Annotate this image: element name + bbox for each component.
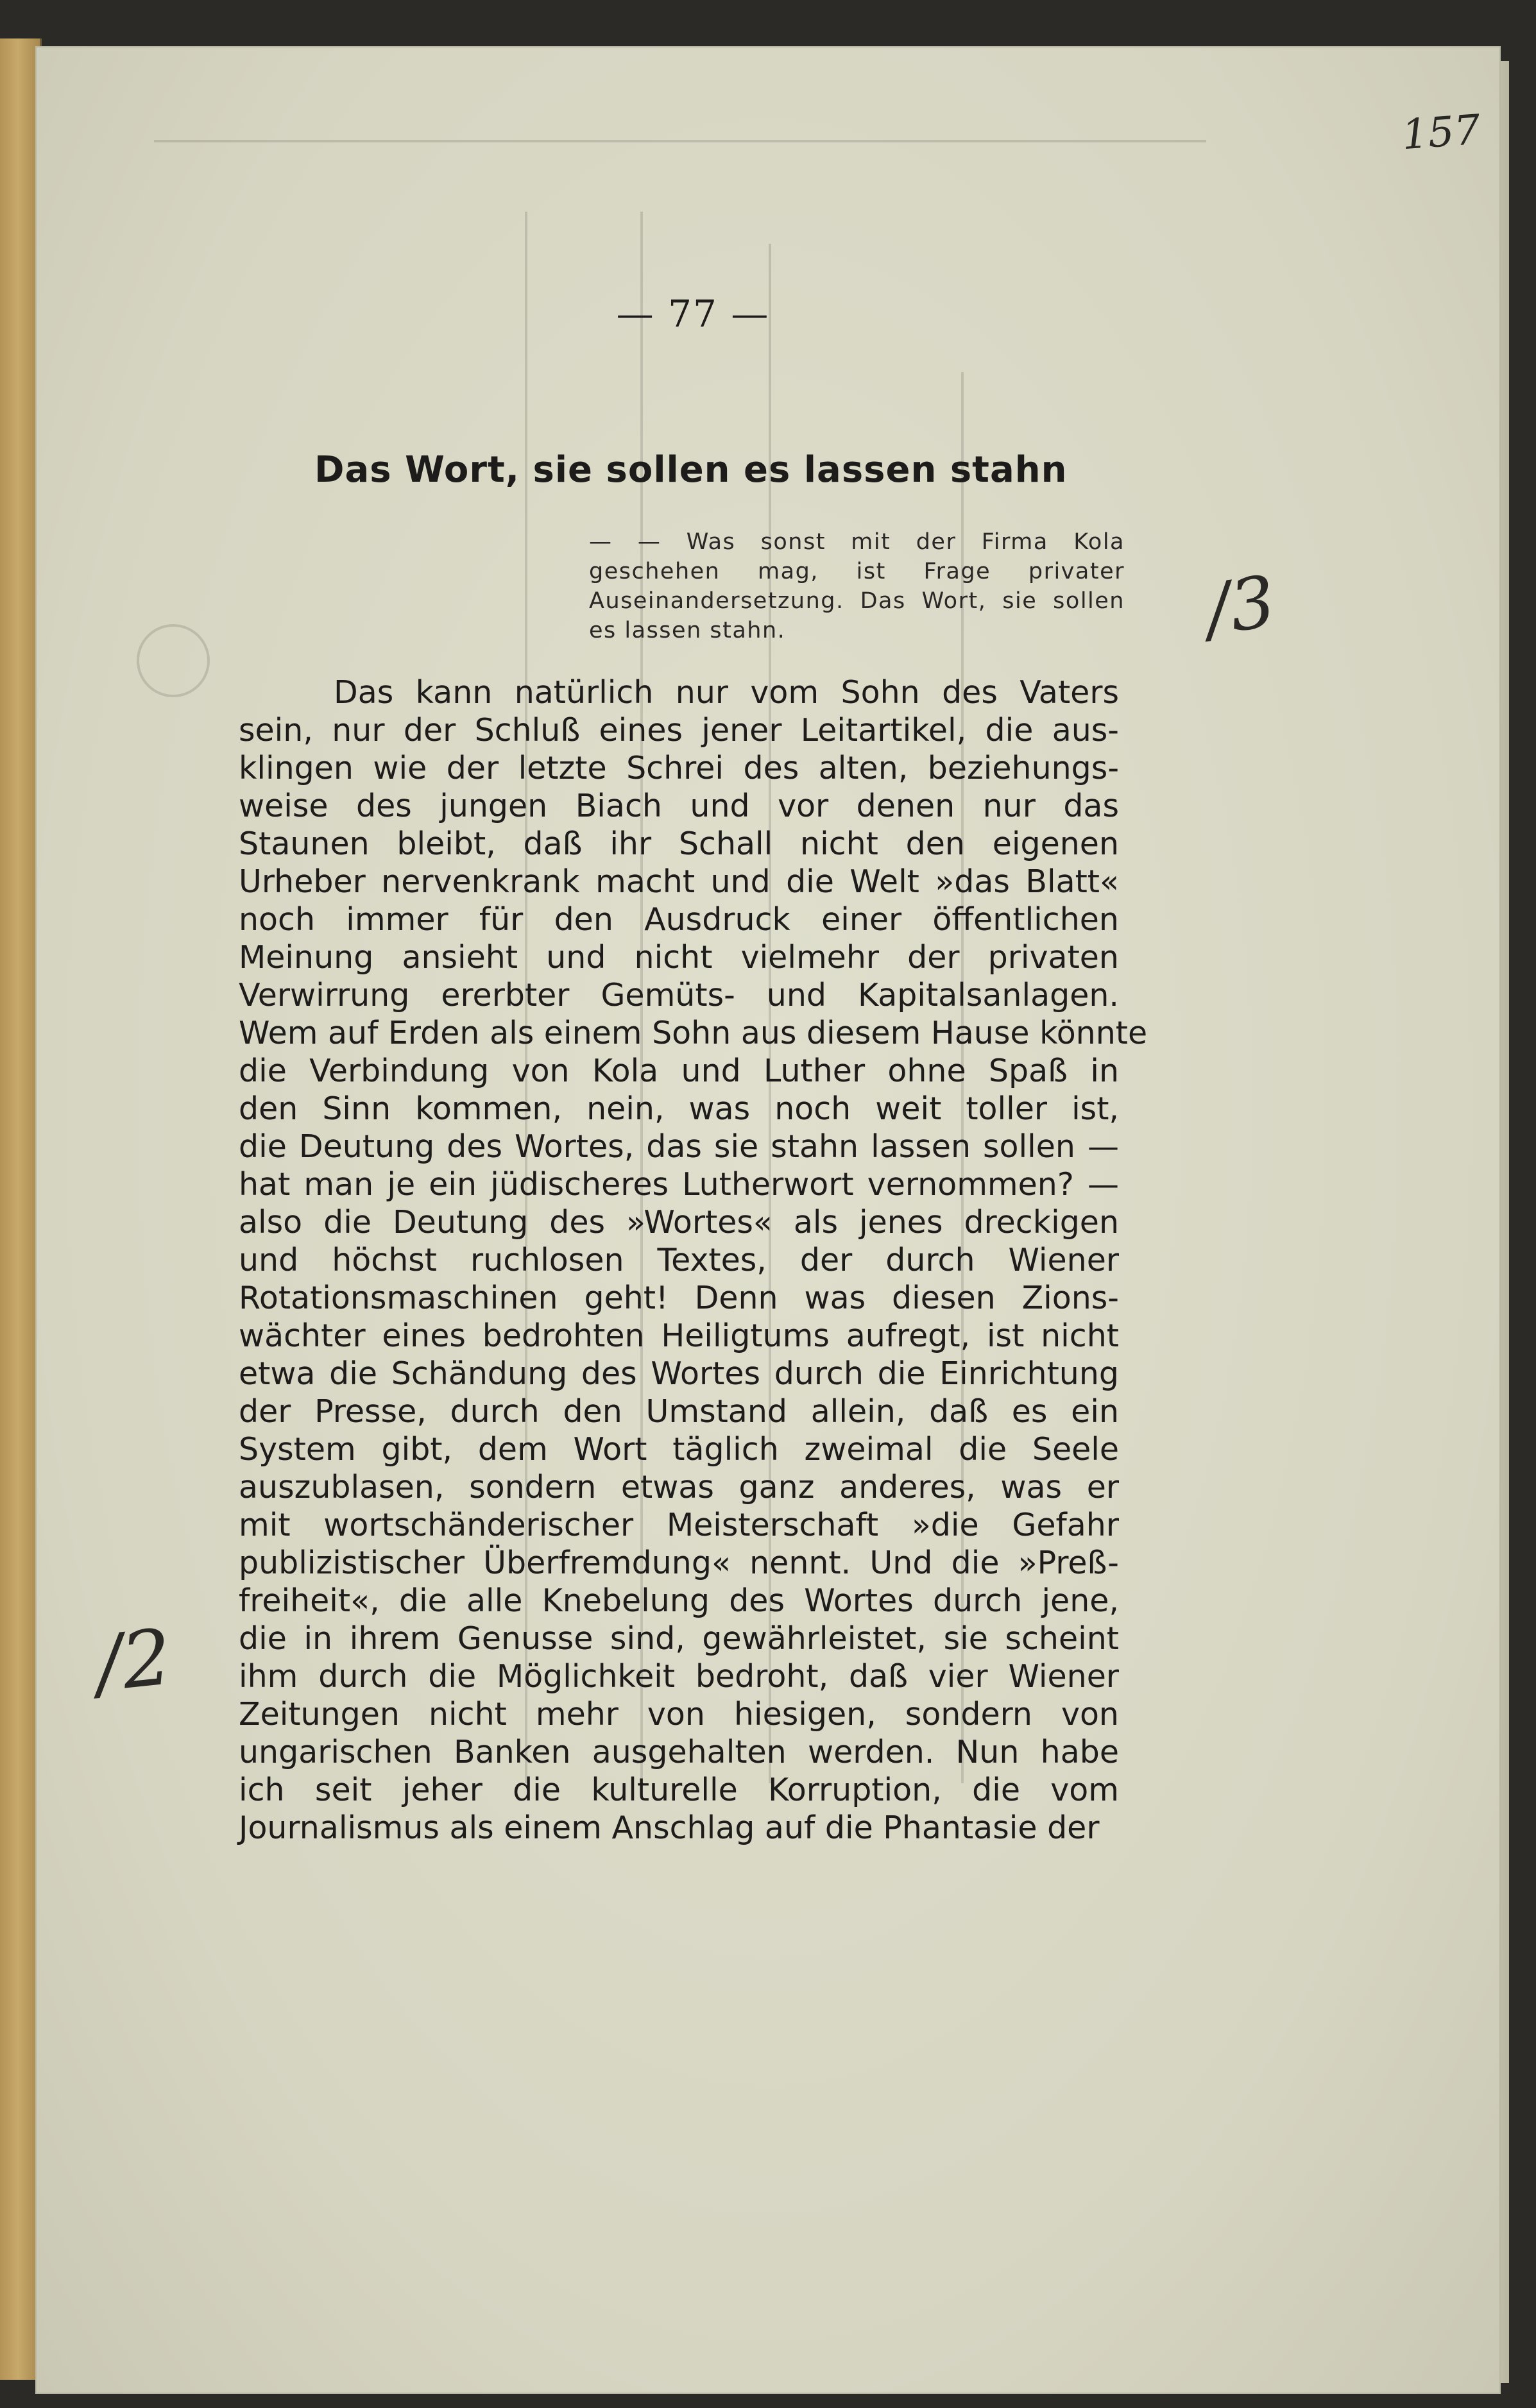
body-line: die Verbindung von Kola und Luther ohne Spaß in <box>239 1053 1119 1089</box>
body-line: wächter eines bedrohten Heiligtums aufregt, ist nicht <box>239 1318 1119 1354</box>
body-line: den Sinn kommen, nein, was noch weit toller ist, <box>239 1090 1119 1127</box>
handwritten-margin-mark: /2 <box>92 1613 176 1709</box>
body-line: publizistischer Überfremdung« nennt. Und die »Preß- <box>239 1545 1119 1581</box>
body-line: ihm durch die Möglichkeit bedroht, daß vier Wiener <box>239 1658 1119 1695</box>
body-line: klingen wie der letzte Schrei des alten, beziehungs- <box>239 750 1119 786</box>
body-line: die Deutung des Wortes, das sie stahn lassen sollen — <box>239 1128 1119 1165</box>
body-line: etwa die Schändung des Wortes durch die Einrichtung <box>239 1355 1119 1392</box>
body-line: Staunen bleibt, daß ihr Schall nicht den eigenen <box>239 826 1119 862</box>
body-line: Das kann natürlich nur vom Sohn des Vaters <box>334 674 1119 711</box>
body-line: mit wortschänderischer Meisterschaft »die Gefahr <box>239 1507 1119 1543</box>
body-line: und höchst ruchlosen Textes, der durch Wiener <box>239 1242 1119 1278</box>
body-line: Urheber nervenkrank macht und die Welt »das Blatt« <box>239 863 1119 900</box>
body-line: also die Deutung des »Wortes« als jenes dreckigen <box>239 1204 1119 1241</box>
page-number: — 77 — <box>616 292 770 335</box>
body-line: System gibt, dem Wort täglich zweimal die Seele <box>239 1431 1119 1468</box>
body-line: weise des jungen Biach und vor denen nur das <box>239 788 1119 824</box>
body-line: sein, nur der Schluß eines jener Leitartikel, die aus- <box>239 712 1119 749</box>
body-line: Journalismus als einem Anschlag auf die Phantasie der <box>239 1810 1100 1846</box>
folio-number: 157 <box>1400 106 1482 160</box>
body-line: der Presse, durch den Umstand allein, daß es ein <box>239 1393 1119 1430</box>
handwritten-margin-mark: /3 <box>1200 560 1281 651</box>
body-line: freiheit«, die alle Knebelung des Wortes durch jene, <box>239 1582 1119 1619</box>
body-line: Meinung ansieht und nicht vielmehr der privaten <box>239 939 1119 976</box>
body-line: Zeitungen nicht mehr von hiesigen, sondern von <box>239 1696 1119 1733</box>
body-line: Verwirrung ererbter Gemüts- und Kapitalsanlagen. <box>239 977 1119 1013</box>
body-line: auszublasen, sondern etwas ganz anderes, was er <box>239 1469 1119 1505</box>
body-line: ungarischen Banken ausgehalten werden. Nun habe <box>239 1734 1119 1770</box>
body-line: hat man je ein jüdischeres Lutherwort vernommen? — <box>239 1166 1119 1203</box>
body-line: Wem auf Erden als einem Sohn aus diesem Hause könnte <box>239 1015 1148 1051</box>
body-line: die in ihrem Genusse sind, gewährleistet, sie scheint <box>239 1620 1119 1657</box>
body-line: ich seit jeher die kulturelle Korruption, die vom <box>239 1772 1119 1808</box>
body-line: noch immer für den Ausdruck einer öffentlichen <box>239 901 1119 938</box>
article-title: Das Wort, sie sollen es lassen stahn <box>314 449 1068 491</box>
epigraph: — — Was sonst mit der Firma Kola geschehen mag, ist Frage privater Auseinandersetzung. Das Wort, sie sollen es lassen stahn. <box>589 529 1125 643</box>
body-line: Rotationsmaschinen geht! Denn was diesen Zions- <box>239 1280 1119 1316</box>
body-text <box>239 674 1148 1847</box>
